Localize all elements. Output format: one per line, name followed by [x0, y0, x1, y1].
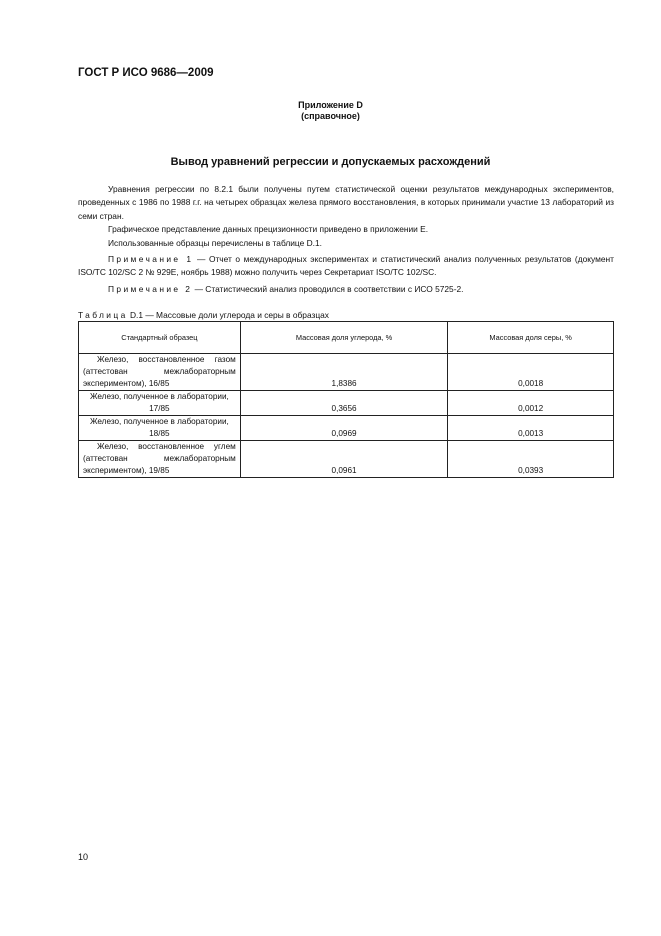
- cell-sample: Железо, полученное в лаборатории, 17/85: [79, 391, 241, 416]
- cell-sample: Железо, восстановленное углем (аттестован межлабораторным экспериментом), 19/85: [79, 441, 241, 478]
- section-title: Вывод уравнений регрессии и допускаемых расхождений: [170, 156, 491, 168]
- table-header-row: [79, 322, 614, 354]
- table-row: [79, 416, 614, 441]
- appendix-subtitle: (справочное): [301, 111, 360, 121]
- cell-carbon: 0,0969: [240, 416, 448, 441]
- paragraph: Графическое представление данных прецизионности приведено в приложении Е.: [108, 224, 429, 235]
- body-text: [78, 183, 614, 296]
- cell-sulfur: 0,0012: [448, 391, 614, 416]
- note-text: — Статистический анализ проводился в соответствии с ИСО 5725-2.: [192, 283, 464, 294]
- table-row: [79, 391, 614, 416]
- note-1: [78, 253, 614, 280]
- note-2: [78, 283, 614, 296]
- table-caption-text: D.1 — Массовые доли углерода и серы в образцах: [127, 310, 329, 320]
- data-table: [78, 321, 614, 478]
- cell-carbon: 0,0961: [240, 441, 448, 478]
- appendix-heading: [0, 100, 661, 122]
- note-label: Примечание 1: [108, 254, 194, 265]
- document-header: ГОСТ Р ИСО 9686—2009: [78, 67, 214, 79]
- table-row: [79, 354, 614, 391]
- cell-sulfur: 0,0018: [448, 354, 614, 391]
- table-row: [79, 441, 614, 478]
- cell-sample: Железо, полученное в лаборатории, 18/85: [79, 416, 241, 441]
- table-caption: [78, 310, 329, 320]
- note-text: — Отчет о международных экспериментах и статистический анализ полученных результатов (документ ISO/TC 102/SC 2 № 929E, ноябрь 1988) можно получить через Секретариат ISO/TC 102/SC.: [78, 254, 614, 278]
- cell-sulfur: 0,0393: [448, 441, 614, 478]
- cell-carbon: 0,3656: [240, 391, 448, 416]
- table-label: Таблица: [78, 310, 128, 320]
- column-header: Массовая доля серы, %: [448, 322, 614, 354]
- column-header: Массовая доля углерода, %: [240, 322, 448, 354]
- cell-sulfur: 0,0013: [448, 416, 614, 441]
- appendix-title: Приложение D: [298, 100, 363, 110]
- paragraph: Уравнения регрессии по 8.2.1 были получены путем статистической оценки результатов международных экспериментов, проведенных с 1986 по 1988 г.г. на четырех образцах железа прямого восстановления, в которых принимали участие 13 лабораторий из семи стран.: [78, 184, 614, 221]
- cell-carbon: 1,8386: [240, 354, 448, 391]
- page-number: 10: [78, 852, 89, 862]
- cell-sample: Железо, восстановленное газом (аттестован межлабораторным экспериментом), 16/85: [79, 354, 241, 391]
- note-label: Примечание 2: [108, 283, 193, 294]
- column-header: Стандартный образец: [79, 322, 241, 354]
- paragraph: Использованные образцы перечислены в таблице D.1.: [108, 237, 322, 248]
